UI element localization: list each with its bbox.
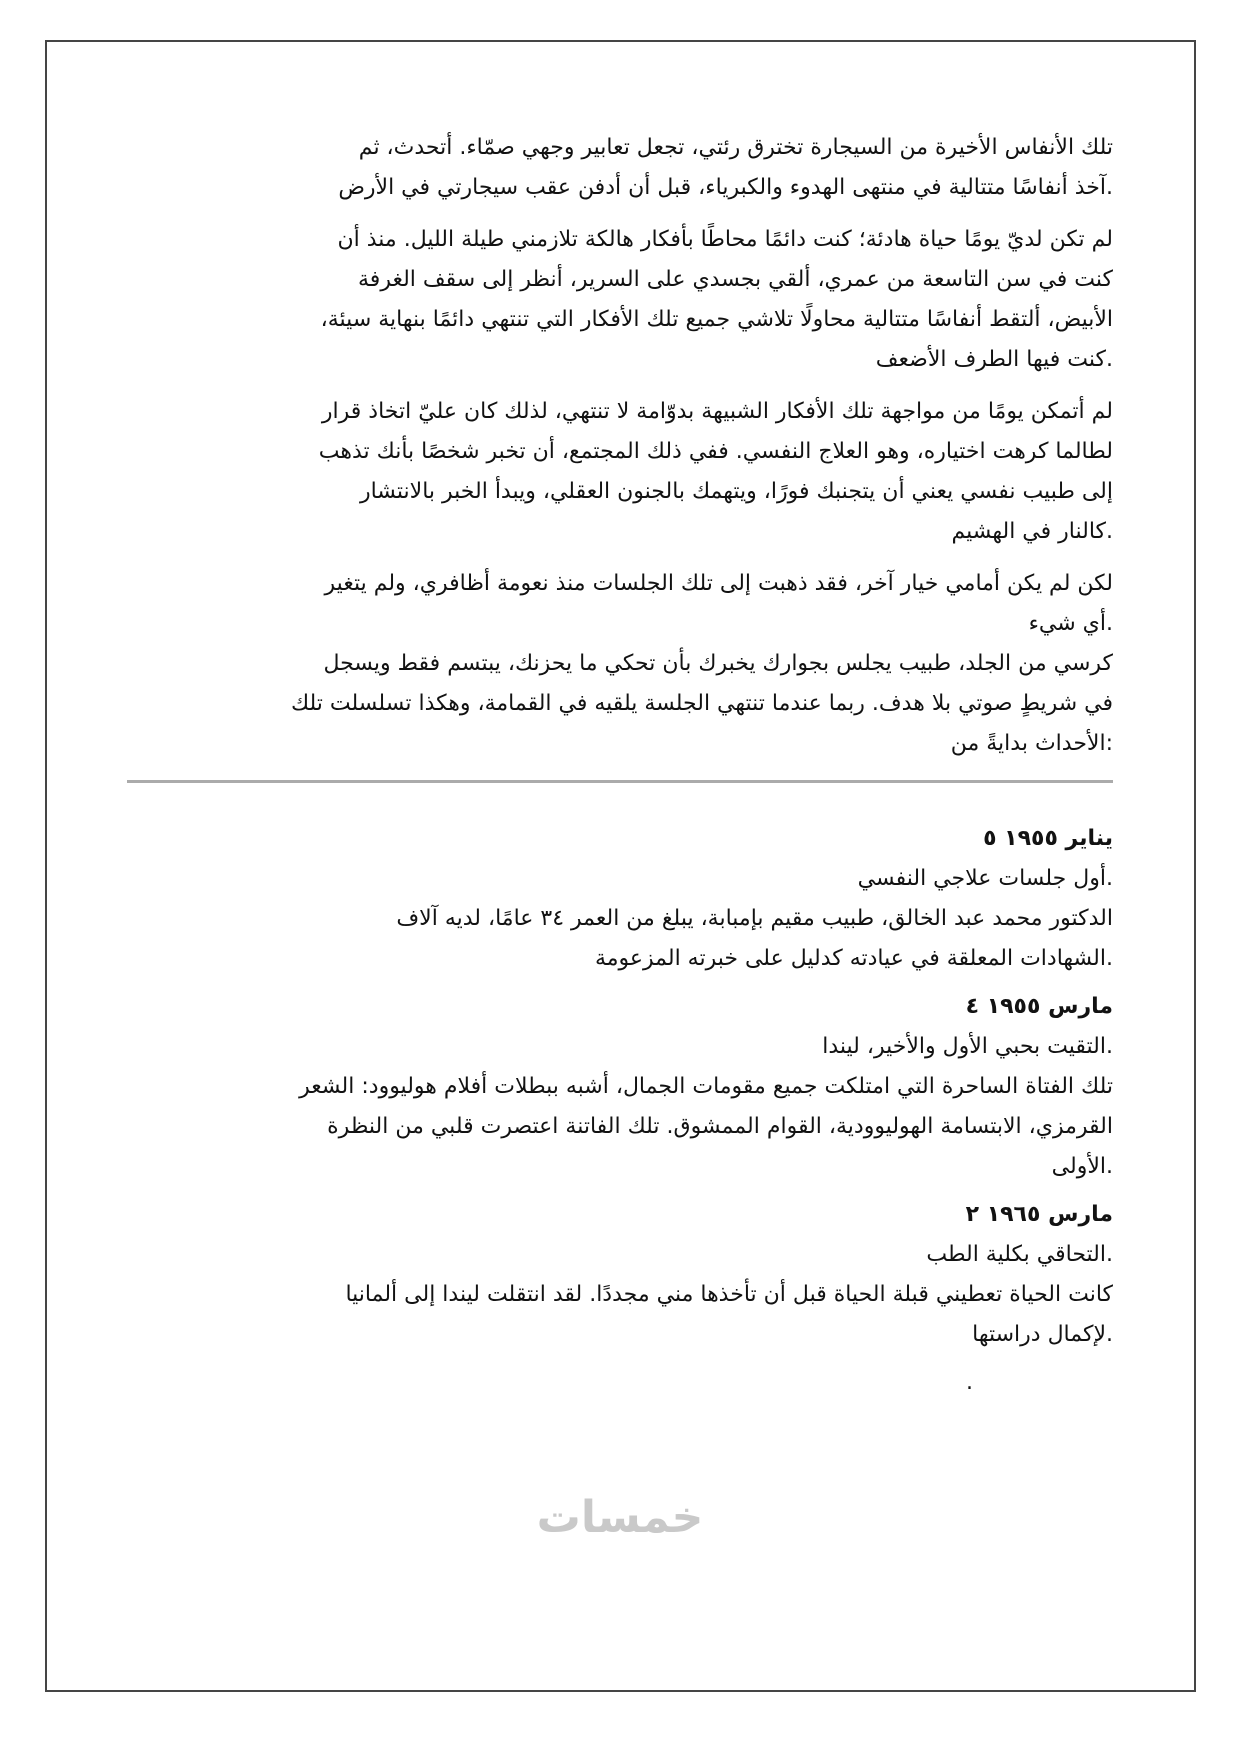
text-line: تلك الأنفاس الأخيرة من السيجارة تخترق رئتي، تجعل تعابير وجهي صمّاء. أتحدث، ثم bbox=[358, 135, 1113, 160]
text-line: لم أتمكن يومًا من مواجهة تلك الأفكار الشبيهة بدوّامة لا تنتهي، لذلك كان عليّ اتخاذ قرار bbox=[321, 399, 1113, 424]
text-line: .آخذ أنفاسًا متتالية في منتهى الهدوء والكبرياء، قبل أن أدفن عقب سيجارتي في الأرض bbox=[338, 175, 1113, 200]
section-divider bbox=[127, 780, 1113, 783]
journal-entry bbox=[127, 1195, 1113, 1355]
text-line: كنت في سن التاسعة من عمري، ألقي بجسدي على السرير، أنظر إلى سقف الغرفة bbox=[358, 267, 1113, 292]
text-line: .كالنار في الهشيم bbox=[951, 519, 1113, 544]
paragraph bbox=[127, 564, 1113, 764]
text-line: تلك الفتاة الساحرة التي امتلكت جميع مقومات الجمال، أشبه ببطلات أفلام هوليوود: الشعر bbox=[299, 1074, 1113, 1099]
text-line: الدكتور محمد عبد الخالق، طبيب مقيم بإمبابة، يبلغ من العمر ٣٤ عامًا، لديه آلاف bbox=[396, 906, 1113, 931]
text-line: القرمزي، الابتسامة الهوليوودية، القوام الممشوق. تلك الفاتنة اعتصرت قلبي من النظرة bbox=[327, 1114, 1113, 1139]
khamsat-watermark-logo: خمسات bbox=[536, 1492, 704, 1543]
paragraph bbox=[127, 220, 1113, 380]
text-line: .الأولى bbox=[1051, 1154, 1113, 1179]
text-line: لطالما كرهت اختياره، وهو العلاج النفسي. ففي ذلك المجتمع، أن تخبر شخصًا بأنك تذهب bbox=[318, 439, 1113, 464]
text-line: .الشهادات المعلقة في عيادته كدليل على خبرته المزعومة bbox=[594, 946, 1113, 971]
text-line: .التقيت بحبي الأول والأخير، ليندا bbox=[822, 1034, 1113, 1059]
text-line: .لإكمال دراستها bbox=[972, 1322, 1113, 1347]
text-line: .أول جلسات علاجي النفسي bbox=[857, 866, 1113, 891]
entry-date-heading: مارس ١٩٦٥ ٢ bbox=[965, 1202, 1113, 1227]
closing-period-mark: . bbox=[966, 1370, 973, 1395]
journal-entry bbox=[127, 987, 1113, 1187]
text-line: الأبيض، ألتقط أنفاسًا متتالية محاولًا تلاشي جميع تلك الأفكار التي تنتهي دائمًا بنهاية سيئة، bbox=[320, 307, 1113, 332]
text-line: .أي شيء bbox=[1028, 611, 1113, 636]
entry-date-heading: مارس ١٩٥٥ ٤ bbox=[965, 994, 1113, 1019]
text-line: .كنت فيها الطرف الأضعف bbox=[875, 347, 1113, 372]
text-line: :الأحداث بدايةً من bbox=[950, 731, 1113, 756]
text-line: إلى طبيب نفسي يعني أن يتجنبك فورًا، ويتهمك بالجنون العقلي، ويبدأ الخبر بالانتشار bbox=[359, 479, 1113, 504]
text-line: لم تكن لديّ يومًا حياة هادئة؛ كنت دائمًا محاطًا بأفكار هالكة تلازمني طيلة الليل. منذ أن bbox=[337, 227, 1113, 252]
paragraph bbox=[127, 128, 1113, 208]
text-line: في شريطٍ صوتي بلا هدف. ربما عندما تنتهي الجلسة يلقيه في القمامة، وهكذا تسلسلت تلك bbox=[290, 691, 1113, 716]
text-line: لكن لم يكن أمامي خيار آخر، فقد ذهبت إلى تلك الجلسات منذ نعومة أظافري، ولم يتغير bbox=[324, 571, 1113, 596]
text-line: كرسي من الجلد، طبيب يجلس بجوارك يخبرك بأن تحكي ما يحزنك، يبتسم فقط ويسجل bbox=[323, 651, 1113, 676]
document-content bbox=[127, 128, 1113, 1403]
entry-date-heading: يناير ١٩٥٥ ٥ bbox=[983, 826, 1113, 851]
paragraph bbox=[127, 392, 1113, 552]
journal-entry bbox=[127, 819, 1113, 979]
text-line: .التحاقي بكلية الطب bbox=[926, 1242, 1113, 1267]
text-line: كانت الحياة تعطيني قبلة الحياة قبل أن تأخذها مني مجددًا. لقد انتقلت ليندا إلى ألمانيا bbox=[345, 1282, 1113, 1307]
